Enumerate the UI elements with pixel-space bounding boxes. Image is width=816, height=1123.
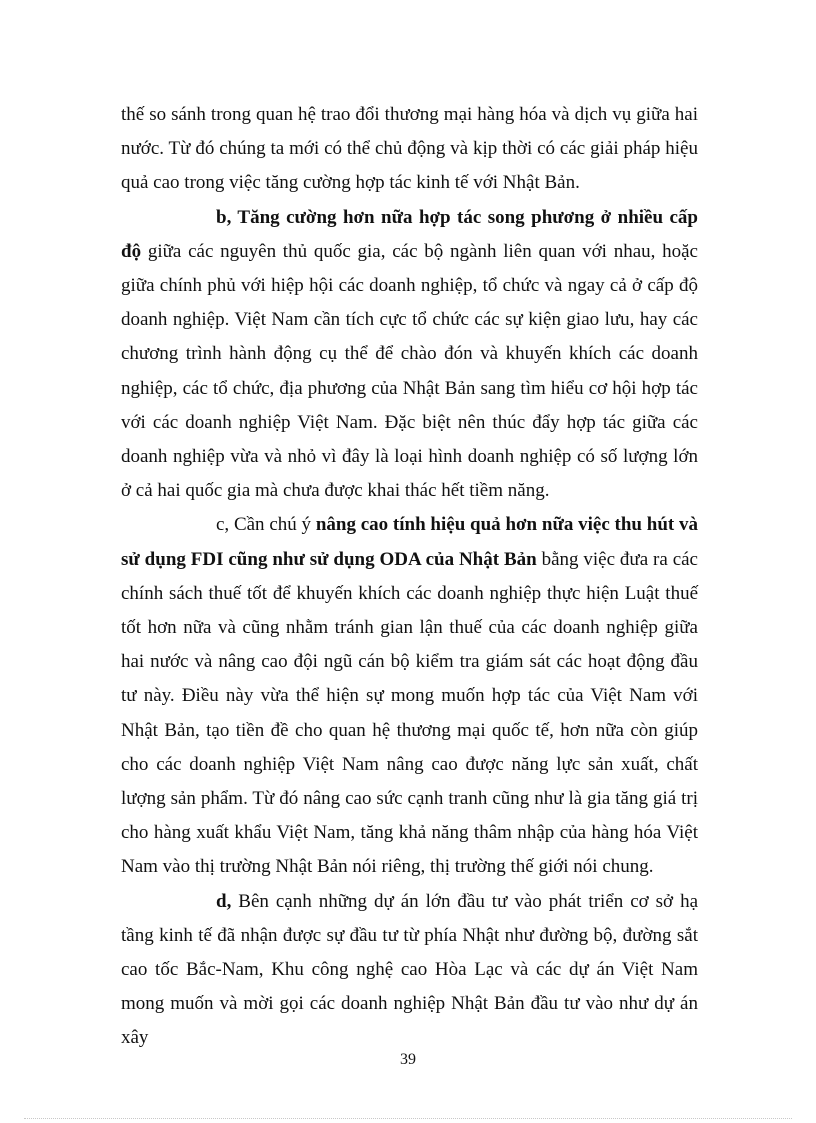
- paragraph-lead: c, Cần chú ý: [216, 514, 316, 536]
- page-bottom-divider: [24, 1118, 792, 1119]
- paragraph-text: thế so sánh trong quan hệ trao đổi thương mại hàng hóa và dịch vụ giữa hai nước. Từ đó chúng ta mới có thể chủ động và kịp thời có các giải pháp hiệu quả cao trong việc tăng cường hợp tác kinh tế với Nhật Bản.: [121, 104, 698, 194]
- paragraph-text: bằng việc đưa ra các chính sách thuế tốt để khuyến khích các doanh nghiệp thực hiện Luật thuế tốt hơn nữa và cũng nhằm tránh gian lận thuế của các doanh nghiệp giữa hai nước và nâng cao đội ngũ cán bộ kiểm tra giám sát các hoạt động đầu tư này. Điều này vừa thể hiện sự mong muốn hợp tác của Việt Nam với Nhật Bản, tạo tiền đề cho quan hệ thương mại quốc tế, hơn nữa còn giúp cho các doanh nghiệp Việt Nam nâng cao được năng lực sản xuất, chất lượng sản phẩm. Từ đó nâng cao sức cạnh tranh cũng như là gia tăng giá trị cho hàng xuất khẩu Việt Nam, tăng khả năng thâm nhập của hàng hóa Việt Nam vào thị trường Nhật Bản nói riêng, thị trường thế giới nói chung.: [121, 548, 698, 878]
- paragraph-d: [121, 885, 698, 1056]
- page-number: 39: [400, 1051, 416, 1068]
- paragraph-text: Bên cạnh những dự án lớn đầu tư vào phát triển cơ sở hạ tầng kinh tế đã nhận được sự đầu tư từ phía Nhật như đường bộ, đường sắt cao tốc Bắc-Nam, Khu công nghệ cao Hòa Lạc và các dự án Việt Nam mong muốn và mời gọi các doanh nghiệp Nhật Bản đầu tư vào như dự án xây: [121, 890, 698, 1049]
- paragraph-continuation: [121, 98, 698, 201]
- body-text: [121, 98, 698, 1056]
- section-heading-b: b, Tăng cường hơn nữa hợp tác song phương ở nhiều cấp độ: [121, 206, 698, 262]
- section-heading-c: nâng cao tính hiệu quả hơn nữa việc thu hút và sử dụng FDI cũng như sử dụng ODA của Nhật Bản: [121, 514, 698, 570]
- paragraph-text: giữa các nguyên thủ quốc gia, các bộ ngành liên quan với nhau, hoặc giữa chính phủ với hiệp hội các doanh nghiệp, tổ chức và ngay cả ở cấp độ doanh nghiệp. Việt Nam cần tích cực tổ chức các sự kiện giao lưu, hay các chương trình hành động cụ thể để chào đón và khuyến khích các doanh nghiệp, các tổ chức, địa phương của Nhật Bản sang tìm hiểu cơ hội hợp tác với các doanh nghiệp Việt Nam. Đặc biệt nên thúc đẩy hợp tác giữa các doanh nghiệp vừa và nhỏ vì đây là loại hình doanh nghiệp có số lượng lớn ở cả hai quốc gia mà chưa được khai thác hết tiềm năng.: [121, 240, 698, 502]
- paragraph-c: [121, 508, 698, 884]
- paragraph-b: [121, 201, 698, 509]
- paragraph-lead: d,: [216, 890, 232, 912]
